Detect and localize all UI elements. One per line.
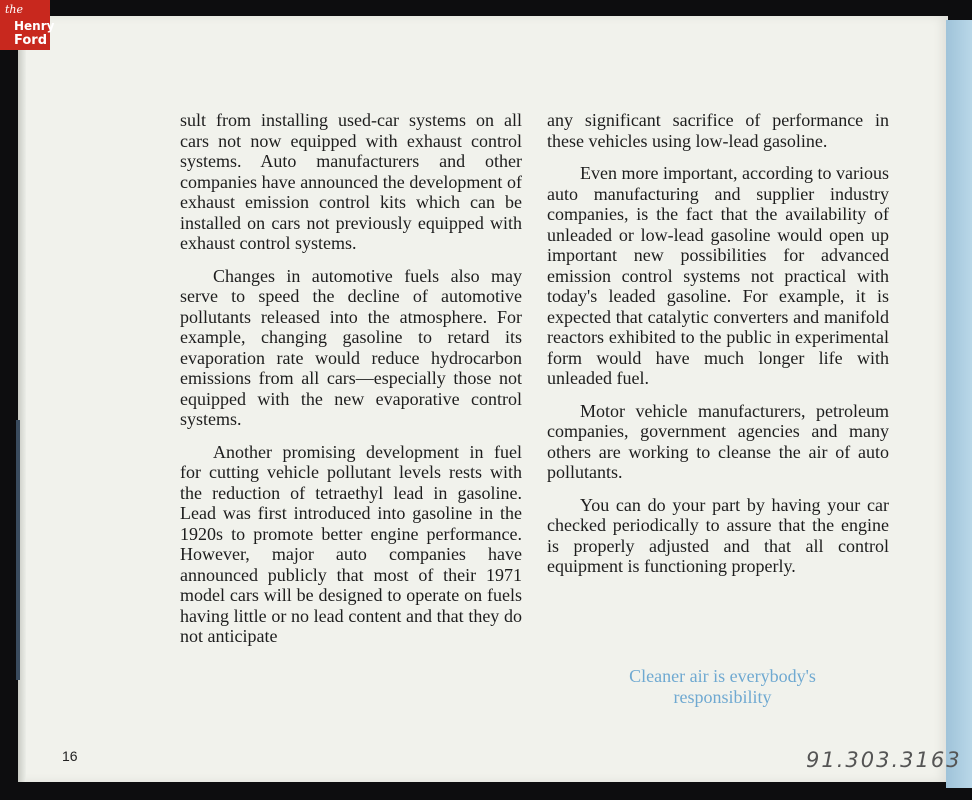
paragraph: Changes in automotive fuels also may serve to speed the decline of automotive pollutants released into the atmosphere. For example, changing gasoline to retard its evaporation rate would reduce hydrocarbon emissions from all cars—especially those not equipped with the new evaporative control systems. — [180, 265, 522, 429]
slogan-line: responsibility — [673, 687, 772, 707]
cover-edge — [946, 20, 972, 788]
paragraph: Another promising development in fuel for cutting vehicle pollutant levels rests with the reduction of tetraethyl lead in gasoline. Lead was first introduced into gasoline in the 1920s to promote better engine performance. However, major auto companies have announced publicly that most of their 1971 model cars will be designed to operate on fuels having little or no lead content and that they do not anticipate — [180, 441, 522, 646]
logo-henry: Henry — [14, 19, 55, 33]
page-number: 16 — [62, 748, 78, 764]
slogan-line: Cleaner air is everybody's — [629, 666, 816, 686]
paragraph: any significant sacrifice of performance in these vehicles using low-lead gasoline. — [547, 110, 889, 151]
paragraph: Even more important, according to various auto manufacturing and supplier industry companies, is the fact that the availability of unleaded or low-lead gasoline would open up important new possibilities for advanced emission control systems not practical with today's leaded gasoline. For example, it is expected that catalytic converters and manifold reactors exhibited to the public in experimental form would have much longer life with unleaded fuel. — [547, 163, 889, 388]
accession-number: 91.303.3163 — [806, 748, 962, 772]
logo-the: the — [5, 3, 24, 16]
left-text-column — [180, 110, 522, 659]
slogan — [560, 666, 885, 708]
henry-ford-logo — [0, 0, 55, 50]
logo-ford: Ford — [14, 33, 48, 48]
paragraph: sult from installing used-car systems on all cars not now equipped with exhaust control systems. Auto manufacturers and other companies have announced the development of exhaust emission control kits which can be installed on cars not previously equipped with exhaust control systems. — [180, 110, 522, 253]
spine-mark — [16, 420, 20, 680]
paragraph: You can do your part by having your car checked periodically to assure that the engine is properly adjusted and that all control equipment is functioning properly. — [547, 494, 889, 576]
right-text-column — [547, 110, 889, 589]
paragraph: Motor vehicle manufacturers, petroleum companies, government agencies and many others are working to cleanse the air of auto pollutants. — [547, 400, 889, 482]
